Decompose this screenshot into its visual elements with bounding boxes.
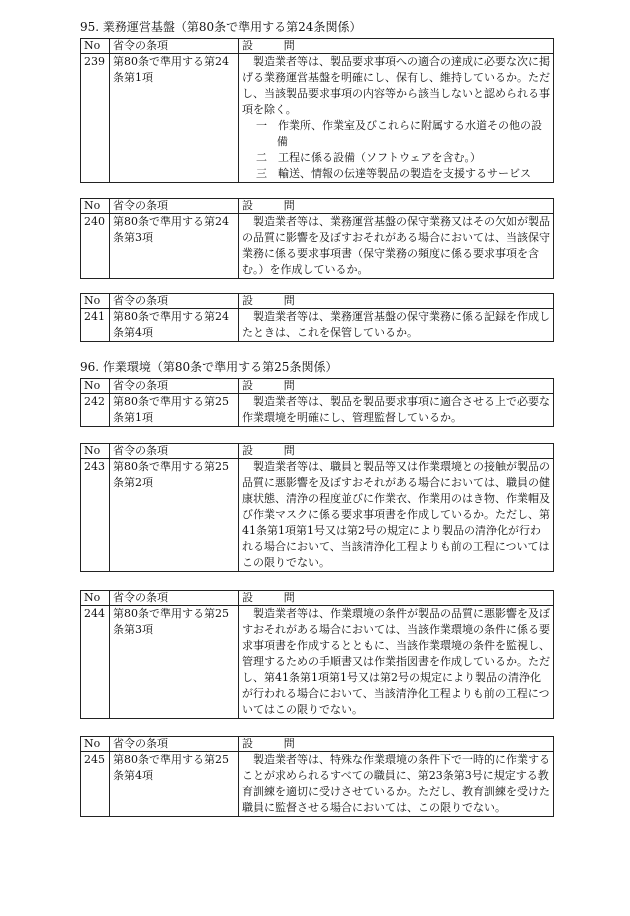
header-question: 設 問 [239, 39, 554, 54]
item-question [239, 752, 554, 817]
question-table-241 [80, 293, 554, 342]
item-question [239, 214, 554, 279]
header-no: No [81, 591, 110, 606]
header-question: 設 問 [239, 294, 554, 309]
table-row [81, 459, 554, 572]
item-article: 第80条で準用する第25条第1項 [110, 394, 239, 427]
table-row [81, 394, 554, 427]
item-question [239, 309, 554, 342]
header-no: No [81, 39, 110, 54]
item-number: 245 [81, 752, 110, 817]
item-number: 241 [81, 309, 110, 342]
header-no: No [81, 444, 110, 459]
list-item: 一 作業所、作業室及びこれらに附属する水道その他の設備 [256, 119, 542, 148]
item-number: 244 [81, 606, 110, 719]
question-table-244 [80, 590, 554, 719]
table-row [81, 309, 554, 342]
question-table-242 [80, 378, 554, 427]
header-no: No [81, 294, 110, 309]
question-table-243 [80, 443, 554, 572]
header-question: 設 問 [239, 444, 554, 459]
item-article: 第80条で準用する第25条第4項 [110, 752, 239, 817]
question-table-239 [80, 38, 554, 183]
header-article: 省令の条項 [110, 294, 239, 309]
question-text: 製造業者等は、特殊な作業環境の条件下で一時的に作業することが求められるすべての職員に、第23条第3号に規定する教育訓練を適切に受けさせているか。ただし、教育訓練を受けた職員に監督させる場合においては、この限りでない。 [242, 753, 550, 814]
question-table-245 [80, 736, 554, 817]
header-article: 省令の条項 [110, 591, 239, 606]
header-question: 設 問 [239, 591, 554, 606]
question-list [242, 118, 550, 182]
header-article: 省令の条項 [110, 737, 239, 752]
section-title-95: 95. 業務運営基盤（第80条で準用する第24条関係） [80, 20, 362, 34]
header-question: 設 問 [239, 379, 554, 394]
header-no: No [81, 737, 110, 752]
table-row [81, 54, 554, 183]
item-number: 242 [81, 394, 110, 427]
item-question [239, 54, 554, 183]
item-number: 240 [81, 214, 110, 279]
header-article: 省令の条項 [110, 199, 239, 214]
item-article: 第80条で準用する第25条第2項 [110, 459, 239, 572]
table-row [81, 606, 554, 719]
item-question [239, 459, 554, 572]
item-number: 239 [81, 54, 110, 183]
table-row [81, 214, 554, 279]
item-article: 第80条で準用する第24条第4項 [110, 309, 239, 342]
list-item: 二 工程に係る設備（ソフトウェアを含む。） [256, 151, 482, 164]
question-text: 製造業者等は、製品要求事項への適合の達成に必要な次に掲げる業務運営基盤を明確にし、保有し、維持しているか。ただし、当該製品要求事項の内容等から該当しないと認められる事項を除く。 [242, 55, 550, 116]
item-article: 第80条で準用する第24条第3項 [110, 214, 239, 279]
section-title-96: 96. 作業環境（第80条で準用する第25条関係） [80, 360, 338, 374]
item-article: 第80条で準用する第25条第3項 [110, 606, 239, 719]
question-text: 製造業者等は、職員と製品等又は作業環境との接触が製品の品質に悪影響を及ぼすおそれがある場合においては、職員の健康状態、清浄の程度並びに作業衣、作業用のはき物、作業帽及び作業マスクに係る要求事項書を作成しているか。ただし、第41条第1項第1号又は第2号の規定により製品の清浄化が行われる場合において、当該清浄化工程よりも前の工程についてはこの限りでない。 [242, 460, 550, 569]
header-question: 設 問 [239, 199, 554, 214]
item-question [239, 606, 554, 719]
header-no: No [81, 379, 110, 394]
header-question: 設 問 [239, 737, 554, 752]
header-article: 省令の条項 [110, 444, 239, 459]
table-row [81, 752, 554, 817]
question-text: 製造業者等は、業務運営基盤の保守業務に係る記録を作成したときは、これを保管しているか。 [242, 310, 550, 339]
header-article: 省令の条項 [110, 39, 239, 54]
list-item: 三 輸送、情報の伝達等製品の製造を支援するサービス [256, 167, 531, 180]
header-article: 省令の条項 [110, 379, 239, 394]
question-text: 製造業者等は、作業環境の条件が製品の品質に悪影響を及ぼすおそれがある場合においては、当該作業環境の条件に係る要求事項書を作成するとともに、当該作業環境の条件を監視し、管理するための手順書又は作業指図書を作成しているか。ただし、第41条第1項第1号又は第2号の規定により製品の清浄化が行われる場合において、当該清浄化工程よりも前の工程についてはこの限りでない。 [242, 607, 550, 716]
header-no: No [81, 199, 110, 214]
item-article: 第80条で準用する第24条第1項 [110, 54, 239, 183]
question-table-240 [80, 198, 554, 279]
item-number: 243 [81, 459, 110, 572]
question-text: 製造業者等は、業務運営基盤の保守業務又はその欠如が製品の品質に影響を及ぼすおそれがある場合においては、当該保守業務に係る要求事項書（保守業務の頻度に係る要求事項を含む。）を作成しているか。 [242, 215, 550, 276]
question-text: 製造業者等は、製品を製品要求事項に適合させる上で必要な作業環境を明確にし、管理監督しているか。 [242, 395, 550, 424]
item-question [239, 394, 554, 427]
